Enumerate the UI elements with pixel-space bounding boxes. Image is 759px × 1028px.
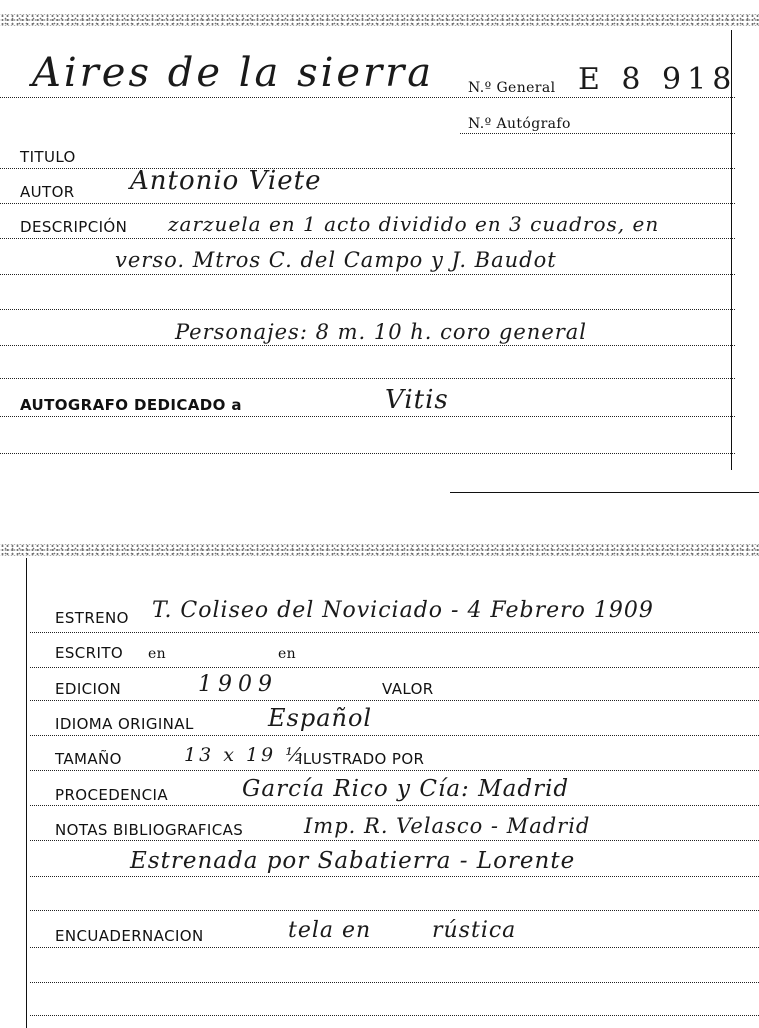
estreno-value: T. Coliseo del Noviciado - 4 Febrero 1909 — [152, 598, 654, 623]
autor-value: Antonio Viete — [130, 166, 322, 196]
edicion-value: 1909 — [198, 672, 278, 697]
edicion-label: EDICION — [55, 680, 122, 698]
descripcion-label: DESCRIPCIÓN — [20, 218, 128, 236]
escrito-label: ESCRITO — [55, 644, 124, 662]
valor-label: VALOR — [382, 680, 434, 698]
card-top-edge — [0, 14, 759, 26]
rule-tamano — [30, 770, 759, 771]
n-autografo-label: N.º Autógrafo — [468, 116, 571, 132]
notas-value-2: Estrenada por Sabatierra - Lorente — [130, 848, 576, 874]
rule-titulo — [0, 168, 735, 169]
rule-dedicado — [0, 416, 735, 417]
card-bottom-edge — [0, 544, 759, 556]
titulo-label: TITULO — [20, 148, 76, 166]
idioma-label: IDIOMA ORIGINAL — [55, 715, 194, 733]
rule-descripcion-3 — [0, 309, 735, 310]
descripcion-line-2: verso. Mtros C. del Campo y J. Baudot — [115, 248, 557, 272]
rule-bottom — [0, 453, 735, 454]
idioma-value: Español — [268, 704, 373, 732]
rule-descripcion-1 — [0, 238, 735, 239]
encuadernacion-label: ENCUADERNACION — [55, 927, 204, 945]
autor-label: AUTOR — [20, 183, 75, 201]
encuadernacion-value-1: tela en — [288, 918, 372, 943]
dedicado-value: Vitis — [385, 385, 449, 415]
rule-notas-2 — [30, 876, 759, 877]
notas-label: NOTAS BIBLIOGRAFICAS — [55, 821, 244, 839]
escrito-en-1: en — [148, 646, 167, 662]
rule-title — [0, 97, 735, 98]
rule-descripcion-2 — [0, 274, 735, 275]
rule-final-1 — [30, 982, 759, 983]
procedencia-value: García Rico y Cía: Madrid — [242, 776, 570, 802]
encuadernacion-value-2: rústica — [432, 918, 517, 943]
rule-blank-bottom — [30, 910, 759, 911]
rule-encuadernacion — [30, 947, 759, 948]
estreno-label: ESTRENO — [55, 609, 129, 627]
rule-notas-1 — [30, 840, 759, 841]
catalog-card-bottom — [0, 540, 759, 1028]
rule-escrito — [30, 667, 759, 668]
rule-estreno — [30, 632, 759, 633]
descripcion-line-3: Personajes: 8 m. 10 h. coro general — [175, 320, 588, 344]
rule-idioma — [30, 735, 759, 736]
rule-procedencia — [30, 805, 759, 806]
rule-autor — [0, 203, 735, 204]
title-handwritten: Aires de la sierra — [32, 50, 435, 96]
rule-edicion — [30, 700, 759, 701]
descripcion-line-1: zarzuela en 1 acto dividido en 3 cuadros, en — [168, 212, 660, 236]
notas-value-1: Imp. R. Velasco - Madrid — [304, 814, 591, 838]
tamano-label: TAMAÑO — [55, 750, 122, 768]
catalog-card-top — [0, 0, 759, 500]
escrito-en-2: en — [278, 646, 297, 662]
ilustrado-label: ILUSTRADO POR — [298, 750, 425, 768]
card-top-bottom-edge — [450, 492, 759, 493]
dedicado-label: AUTOGRAFO DEDICADO a — [20, 396, 242, 414]
rule-final-2 — [30, 1015, 759, 1016]
n-general-label: N.º General — [468, 80, 556, 96]
card-bottom-left-border — [26, 558, 27, 1028]
procedencia-label: PROCEDENCIA — [55, 786, 169, 804]
rule-blank — [0, 378, 735, 379]
rule-descripcion-4 — [0, 345, 735, 346]
tamano-value: 13 x 19 ½ — [184, 744, 307, 766]
n-general-value: E 8 918 — [578, 62, 738, 97]
rule-autografo — [460, 133, 735, 134]
